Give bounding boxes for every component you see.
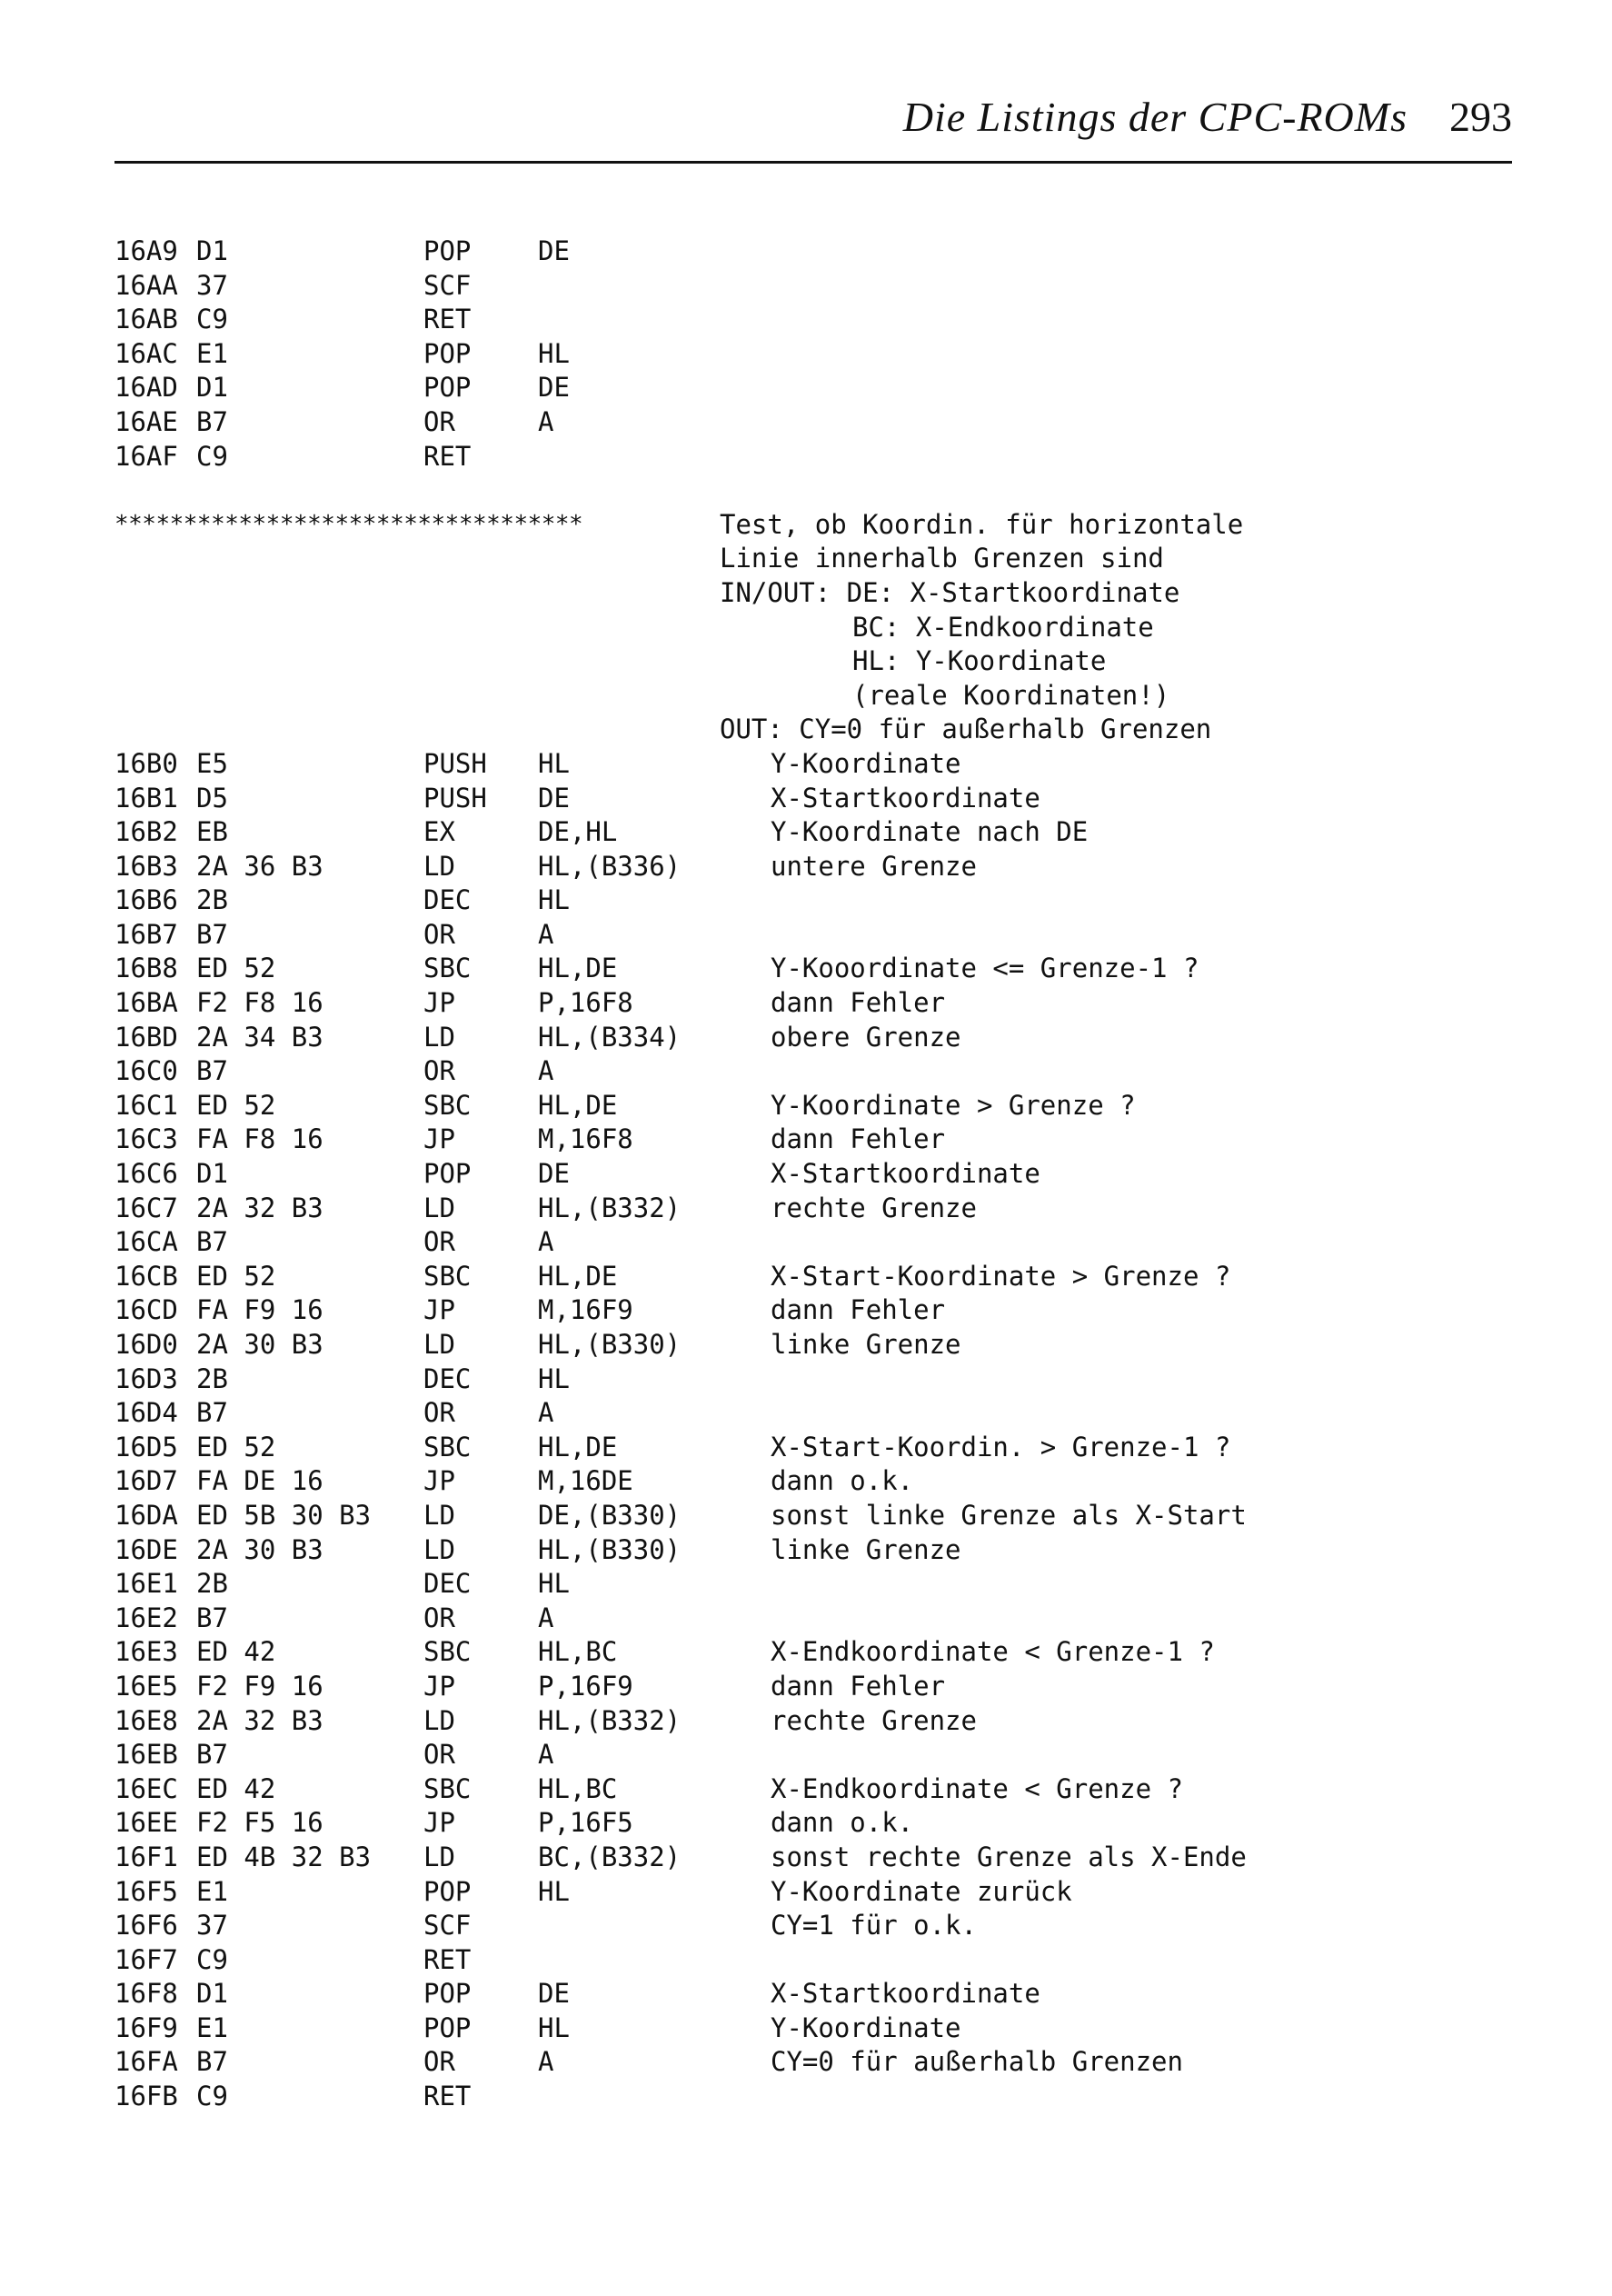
address: 16C7 [114,1192,178,1223]
operand: HL,(B332) [538,1704,682,1736]
opcode-bytes: ED 52 [196,1260,276,1292]
listing-row [114,371,1532,405]
description-text: OUT: CY=0 für außerhalb Grenzen [720,714,1212,745]
listing-row [114,1635,1532,1670]
mnemonic: PUSH [423,747,487,779]
address: 16B0 [114,747,178,779]
comment: dann o.k. [771,1465,914,1497]
address: 16F8 [114,1978,178,2010]
comment: Y-Koordinate nach DE [771,816,1089,848]
listing-row [114,1431,1532,1465]
address: 16E2 [114,1602,178,1633]
opcode-bytes: B7 [196,918,228,950]
opcode-bytes: FA F8 16 [196,1123,323,1155]
opcode-bytes: E1 [196,2011,228,2043]
mnemonic: POP [423,1875,472,1907]
listing-row [114,1738,1532,1772]
comment: Y-Koordinate [771,747,961,779]
comment: X-Endkoordinate < Grenze-1 ? [771,1636,1215,1668]
address: 16AB [114,304,178,335]
routine-description-line [114,644,1532,679]
address: 16F5 [114,1875,178,1907]
opcode-bytes: 2A 30 B3 [196,1533,323,1565]
address: 16FA [114,2046,178,2078]
operand: A [538,1226,554,1258]
operand: HL,(B332) [538,1192,682,1223]
listing-row [114,782,1532,816]
comment: rechte Grenze [771,1704,977,1736]
address: 16A9 [114,235,178,266]
listing-row [114,850,1532,884]
listing-row [114,1225,1532,1260]
listing-row [114,1260,1532,1294]
opcode-bytes: 2B [196,1568,228,1600]
mnemonic: JP [423,1123,455,1155]
listing-row [114,1396,1532,1431]
address: 16E5 [114,1670,178,1702]
listing-block-2 [114,747,1532,2114]
opcode-bytes: ED 42 [196,1772,276,1804]
comment: untere Grenze [771,850,977,882]
mnemonic: SBC [423,1772,472,1804]
opcode-bytes: E1 [196,337,228,369]
opcode-bytes: FA DE 16 [196,1465,323,1497]
running-title: Die Listings der CPC-ROMs [902,94,1408,140]
operand: A [538,1739,554,1771]
listing-row [114,1054,1532,1089]
mnemonic: JP [423,1670,455,1702]
comment: obere Grenze [771,1021,961,1053]
operand: M,16F8 [538,1123,633,1155]
mnemonic: DEC [423,884,472,916]
mnemonic: OR [423,918,455,950]
header-rule [114,161,1512,164]
opcode-bytes: 2A 32 B3 [196,1704,323,1736]
listing-row [114,2045,1532,2080]
mnemonic: JP [423,1807,455,1839]
listing-row [114,1704,1532,1739]
listing-row [114,2011,1532,2046]
address: 16EE [114,1807,178,1839]
mnemonic: LD [423,1533,455,1565]
opcode-bytes: ED 5B 30 B3 [196,1499,372,1531]
routine-description-line [114,713,1532,747]
address: 16E8 [114,1704,178,1736]
opcode-bytes: D5 [196,782,228,814]
operand: HL,(B330) [538,1329,682,1360]
address: 16BD [114,1021,178,1053]
address: 16D5 [114,1431,178,1462]
mnemonic: SBC [423,953,472,984]
comment: dann Fehler [771,987,946,1019]
mnemonic: POP [423,372,472,404]
listing-row [114,1499,1532,1533]
listing-row [114,1670,1532,1704]
operand: HL [538,747,570,779]
operand: HL,(B330) [538,1533,682,1565]
listing-row [114,1806,1532,1841]
block-gap [114,474,1532,508]
operand: HL,BC [538,1636,618,1668]
listing-row [114,405,1532,440]
address: 16EB [114,1739,178,1771]
operand: HL [538,1568,570,1600]
comment: rechte Grenze [771,1192,977,1223]
opcode-bytes: ED 52 [196,1089,276,1121]
operand: BC,(B332) [538,1841,682,1872]
address: 16EC [114,1772,178,1804]
opcode-bytes: C9 [196,440,228,472]
listing-row [114,1123,1532,1157]
mnemonic: LD [423,1192,455,1223]
listing-row [114,1875,1532,1910]
mnemonic: LD [423,1704,455,1736]
mnemonic: EX [423,816,455,848]
opcode-bytes: B7 [196,1602,228,1633]
opcode-bytes: FA F9 16 [196,1294,323,1326]
address: 16AD [114,372,178,404]
address: 16B3 [114,850,178,882]
opcode-bytes: EB [196,816,228,848]
address: 16D3 [114,1363,178,1394]
opcode-bytes: B7 [196,1397,228,1429]
mnemonic: DEC [423,1568,472,1600]
operand: P,16F8 [538,987,633,1019]
mnemonic: POP [423,337,472,369]
opcode-bytes: ED 52 [196,953,276,984]
listing-row [114,235,1532,269]
address: 16B7 [114,918,178,950]
opcode-bytes: B7 [196,1226,228,1258]
listing-row [114,1192,1532,1226]
mnemonic: OR [423,1055,455,1087]
description-text: HL: Y-Koordinate [852,645,1107,677]
listing-row [114,986,1532,1021]
listing-row [114,815,1532,850]
routine-description-line [114,576,1532,611]
opcode-bytes: 37 [196,269,228,301]
comment: Y-Kooordinate <= Grenze-1 ? [771,953,1199,984]
description-text: Test, ob Koordin. für horizontale [720,508,1244,540]
routine-description-line [114,542,1532,576]
description-text: IN/OUT: DE: X-Startkoordinate [720,576,1180,608]
routine-header [114,508,1532,747]
address: 16F9 [114,2011,178,2043]
comment: Y-Koordinate zurück [771,1875,1072,1907]
operand: A [538,1397,554,1429]
operand: HL [538,884,570,916]
comment: dann Fehler [771,1294,946,1326]
mnemonic: JP [423,1294,455,1326]
comment: dann o.k. [771,1807,914,1839]
separator-stars: ********************************** [114,510,583,538]
operand: DE [538,372,570,404]
address: 16C3 [114,1123,178,1155]
listing-row [114,1157,1532,1192]
address: 16E3 [114,1636,178,1668]
listing-row [114,269,1532,304]
address: 16CB [114,1260,178,1292]
mnemonic: SBC [423,1431,472,1462]
operand: HL,(B336) [538,850,682,882]
mnemonic: JP [423,987,455,1019]
operand: HL,DE [538,1431,618,1462]
address: 16F1 [114,1841,178,1872]
opcode-bytes: ED 52 [196,1431,276,1462]
listing-row [114,1909,1532,1943]
address: 16C6 [114,1158,178,1190]
opcode-bytes: D1 [196,235,228,266]
opcode-bytes: 2A 36 B3 [196,850,323,882]
operand: HL,BC [538,1772,618,1804]
operand: M,16DE [538,1465,633,1497]
comment: CY=0 für außerhalb Grenzen [771,2046,1183,2078]
listing-row [114,1977,1532,2011]
comment: X-Startkoordinate [771,1978,1040,2010]
listing-row [114,1772,1532,1807]
comment: dann Fehler [771,1670,946,1702]
mnemonic: PUSH [423,782,487,814]
operand: A [538,2046,554,2078]
comment: X-Endkoordinate < Grenze ? [771,1772,1183,1804]
mnemonic: RET [423,2081,472,2112]
listing-row [114,1363,1532,1397]
opcode-bytes: C9 [196,2081,228,2112]
address: 16D7 [114,1465,178,1497]
address: 16B1 [114,782,178,814]
opcode-bytes: 2A 30 B3 [196,1329,323,1360]
address: 16FB [114,2081,178,2112]
operand: DE [538,235,570,266]
mnemonic: POP [423,2011,472,2043]
listing-row [114,1293,1532,1328]
listing-block-1 [114,235,1532,474]
operand: HL,(B334) [538,1021,682,1053]
address: 16DE [114,1533,178,1565]
mnemonic: OR [423,1602,455,1633]
operand: A [538,918,554,950]
listing-row [114,1328,1532,1363]
operand: A [538,405,554,437]
comment: Y-Koordinate [771,2011,961,2043]
mnemonic: OR [423,405,455,437]
comment: sonst linke Grenze als X-Start [771,1499,1247,1531]
opcode-bytes: ED 42 [196,1636,276,1668]
page-header [114,84,1512,165]
address: 16B2 [114,816,178,848]
opcode-bytes: D1 [196,1158,228,1190]
address: 16C1 [114,1089,178,1121]
mnemonic: SBC [423,1636,472,1668]
address: 16AA [114,269,178,301]
opcode-bytes: B7 [196,1055,228,1087]
operand: HL [538,337,570,369]
routine-description-line [114,508,1532,543]
mnemonic: LD [423,1329,455,1360]
address: 16AE [114,405,178,437]
opcode-bytes: E5 [196,747,228,779]
listing-row [114,883,1532,918]
opcode-bytes: B7 [196,2046,228,2078]
operand: A [538,1602,554,1633]
listing-row [114,440,1532,474]
listing-row [114,1567,1532,1602]
comment: linke Grenze [771,1329,961,1360]
operand: HL [538,2011,570,2043]
opcode-bytes: F2 F8 16 [196,987,323,1019]
mnemonic: SBC [423,1089,472,1121]
listing-row [114,918,1532,953]
listing-row [114,1021,1532,1055]
address: 16B8 [114,953,178,984]
operand: P,16F9 [538,1670,633,1702]
address: 16CD [114,1294,178,1326]
opcode-bytes: 2B [196,1363,228,1394]
address: 16E1 [114,1568,178,1600]
mnemonic: SCF [423,1910,472,1942]
mnemonic: OR [423,1397,455,1429]
comment: dann Fehler [771,1123,946,1155]
listing-row [114,1533,1532,1568]
mnemonic: POP [423,1978,472,2010]
address: 16D4 [114,1397,178,1429]
listing-row [114,952,1532,986]
mnemonic: SBC [423,1260,472,1292]
operand: DE,HL [538,816,618,848]
address: 16CA [114,1226,178,1258]
address: 16F7 [114,1943,178,1975]
mnemonic: SCF [423,269,472,301]
listing-row [114,2080,1532,2114]
listing-row [114,1089,1532,1123]
opcode-bytes: ED 4B 32 B3 [196,1841,372,1872]
mnemonic: DEC [423,1363,472,1394]
opcode-bytes: F2 F9 16 [196,1670,323,1702]
opcode-bytes: C9 [196,304,228,335]
opcode-bytes: 37 [196,1910,228,1942]
operand: HL,DE [538,1260,618,1292]
comment: sonst rechte Grenze als X-Ende [771,1841,1247,1872]
routine-description-line [114,679,1532,714]
description-text: (reale Koordinaten!) [852,679,1170,711]
opcode-bytes: D1 [196,1978,228,2010]
operand: HL [538,1875,570,1907]
mnemonic: LD [423,1841,455,1872]
description-text: BC: X-Endkoordinate [852,611,1154,643]
opcode-bytes: 2B [196,884,228,916]
opcode-bytes: B7 [196,1739,228,1771]
comment: linke Grenze [771,1533,961,1565]
operand: HL,DE [538,1089,618,1121]
mnemonic: RET [423,1943,472,1975]
address: 16AC [114,337,178,369]
routine-description-line [114,611,1532,645]
opcode-bytes: D1 [196,372,228,404]
opcode-bytes: 2A 34 B3 [196,1021,323,1053]
comment: X-Startkoordinate [771,782,1040,814]
assembly-listing [114,235,1532,2114]
mnemonic: RET [423,304,472,335]
comment: Y-Koordinate > Grenze ? [771,1089,1136,1121]
address: 16AF [114,440,178,472]
comment: CY=1 für o.k. [771,1910,977,1942]
operand: HL [538,1363,570,1394]
address: 16DA [114,1499,178,1531]
listing-row [114,1602,1532,1636]
mnemonic: OR [423,1226,455,1258]
operand: DE [538,782,570,814]
operand: A [538,1055,554,1087]
operand: DE [538,1158,570,1190]
address: 16BA [114,987,178,1019]
mnemonic: JP [423,1465,455,1497]
mnemonic: LD [423,850,455,882]
listing-row [114,1841,1532,1875]
address: 16D0 [114,1329,178,1360]
opcode-bytes: B7 [196,405,228,437]
mnemonic: POP [423,235,472,266]
operand: P,16F5 [538,1807,633,1839]
comment: X-Start-Koordin. > Grenze-1 ? [771,1431,1231,1462]
listing-row [114,1464,1532,1499]
mnemonic: LD [423,1499,455,1531]
opcode-bytes: E1 [196,1875,228,1907]
operand: DE,(B330) [538,1499,682,1531]
comment: X-Start-Koordinate > Grenze ? [771,1260,1231,1292]
address: 16B6 [114,884,178,916]
mnemonic: LD [423,1021,455,1053]
page-number: 293 [1449,94,1512,140]
address: 16F6 [114,1910,178,1942]
mnemonic: RET [423,440,472,472]
operand: HL,DE [538,953,618,984]
comment: X-Startkoordinate [771,1158,1040,1190]
listing-row [114,303,1532,337]
mnemonic: POP [423,1158,472,1190]
address: 16C0 [114,1055,178,1087]
listing-row [114,747,1532,782]
opcode-bytes: F2 F5 16 [196,1807,323,1839]
operand: M,16F9 [538,1294,633,1326]
listing-row [114,337,1532,372]
listing-row [114,1943,1532,1978]
mnemonic: OR [423,2046,455,2078]
description-text: Linie innerhalb Grenzen sind [720,543,1164,574]
operand: DE [538,1978,570,2010]
opcode-bytes: C9 [196,1943,228,1975]
mnemonic: OR [423,1739,455,1771]
opcode-bytes: 2A 32 B3 [196,1192,323,1223]
